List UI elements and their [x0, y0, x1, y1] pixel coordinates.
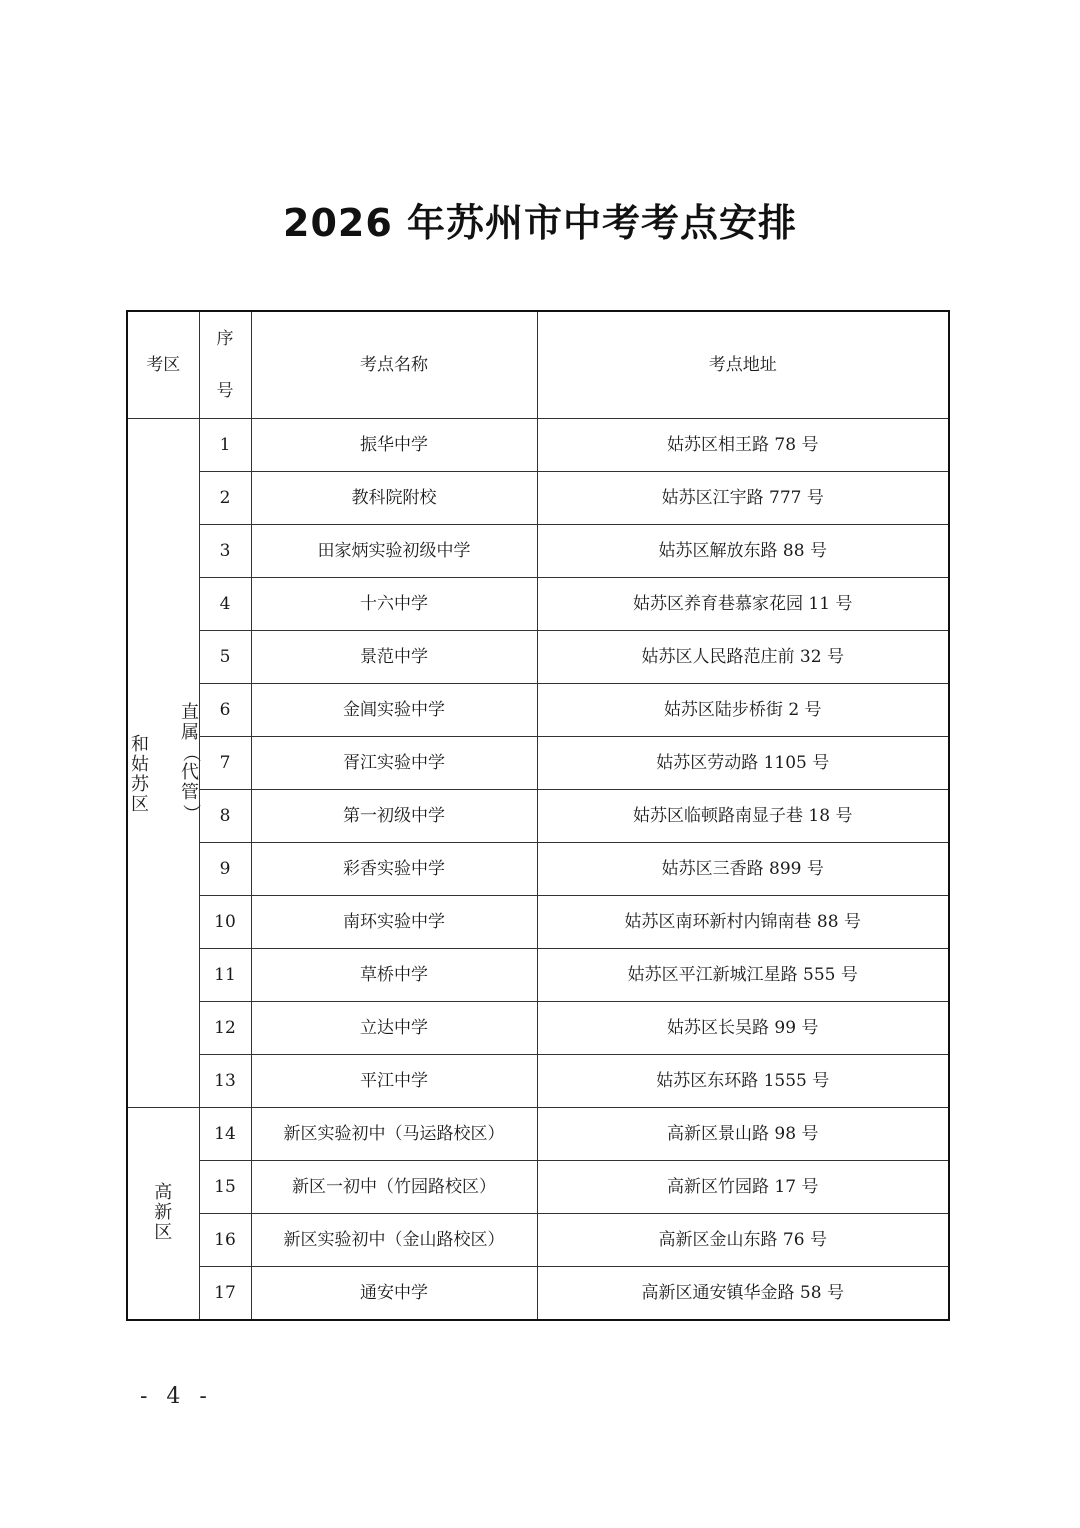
- site-address-cell: 姑苏区临顿路南显子巷 18 号: [537, 790, 949, 843]
- header-seq-char-1: 序: [216, 329, 234, 349]
- table-row: [127, 1214, 949, 1267]
- zone-label-main: [153, 1183, 173, 1243]
- site-name-cell: 草桥中学: [251, 949, 537, 1002]
- table-row: [127, 472, 949, 525]
- seq-cell: 14: [199, 1108, 251, 1161]
- seq-cell: 10: [199, 896, 251, 949]
- site-address-cell: 姑苏区长吴路 99 号: [537, 1002, 949, 1055]
- zone-label-main: [180, 703, 200, 823]
- zone-label-char: 和: [131, 734, 149, 755]
- zone-label-char: 区: [154, 1222, 173, 1244]
- site-address-cell: 高新区竹园路 17 号: [537, 1161, 949, 1214]
- table-row: [127, 1267, 949, 1321]
- site-name-cell: 教科院附校: [251, 472, 537, 525]
- table-row: [127, 419, 949, 472]
- header-seq: [199, 311, 251, 419]
- site-name-cell: 胥江实验中学: [251, 737, 537, 790]
- site-name-cell: 新区实验初中（马运路校区）: [251, 1108, 537, 1161]
- table-header-row: [127, 311, 949, 419]
- zone-label-char: 属: [181, 722, 199, 743]
- header-zone: 考区: [127, 311, 199, 419]
- table-body: [127, 419, 949, 1321]
- site-address-cell: 姑苏区三香路 899 号: [537, 843, 949, 896]
- site-name-cell: 景范中学: [251, 631, 537, 684]
- seq-cell: 5: [199, 631, 251, 684]
- site-address-cell: 姑苏区陆步桥街 2 号: [537, 684, 949, 737]
- site-address-cell: 姑苏区养育巷慕家花园 11 号: [537, 578, 949, 631]
- table-row: [127, 1108, 949, 1161]
- seq-cell: 6: [199, 684, 251, 737]
- site-name-cell: 彩香实验中学: [251, 843, 537, 896]
- site-address-cell: 姑苏区人民路范庄前 32 号: [537, 631, 949, 684]
- page-title: 2026 年苏州市中考考点安排: [283, 201, 797, 245]
- seq-cell: 3: [199, 525, 251, 578]
- exam-site-table: [126, 310, 950, 1321]
- zone-cell-gaoxin: [127, 1108, 199, 1321]
- table-row: [127, 1002, 949, 1055]
- site-name-cell: 振华中学: [251, 419, 537, 472]
- zone-label-char: 直: [181, 702, 199, 723]
- site-address-cell: 高新区通安镇华金路 58 号: [537, 1267, 949, 1321]
- site-address-cell: 姑苏区劳动路 1105 号: [537, 737, 949, 790]
- seq-cell: 11: [199, 949, 251, 1002]
- seq-cell: 7: [199, 737, 251, 790]
- site-name-cell: 通安中学: [251, 1267, 537, 1321]
- seq-cell: 12: [199, 1002, 251, 1055]
- site-address-cell: 高新区金山东路 76 号: [537, 1214, 949, 1267]
- table-row: [127, 525, 949, 578]
- header-site-address: 考点地址: [537, 311, 949, 419]
- table-row: [127, 949, 949, 1002]
- zone-label-char: 管: [181, 782, 199, 803]
- zone-label-char: 高: [154, 1182, 173, 1204]
- seq-cell: 15: [199, 1161, 251, 1214]
- zone-label-char: （: [180, 744, 201, 762]
- site-address-cell: 姑苏区江宇路 777 号: [537, 472, 949, 525]
- header-site-name: 考点名称: [251, 311, 537, 419]
- table-row: [127, 631, 949, 684]
- site-name-cell: 平江中学: [251, 1055, 537, 1108]
- seq-cell: 16: [199, 1214, 251, 1267]
- zone-label-char: 苏: [131, 774, 149, 795]
- zone-cell-direct: [127, 419, 199, 1108]
- seq-cell: 13: [199, 1055, 251, 1108]
- site-name-cell: 南环实验中学: [251, 896, 537, 949]
- table-row: [127, 684, 949, 737]
- table-row: [127, 1161, 949, 1214]
- table-row: [127, 578, 949, 631]
- table-row: [127, 896, 949, 949]
- table-row: [127, 1055, 949, 1108]
- table-row: [127, 843, 949, 896]
- site-address-cell: 姑苏区南环新村内锦南巷 88 号: [537, 896, 949, 949]
- site-address-cell: 高新区景山路 98 号: [537, 1108, 949, 1161]
- seq-cell: 1: [199, 419, 251, 472]
- site-address-cell: 姑苏区解放东路 88 号: [537, 525, 949, 578]
- seq-cell: 4: [199, 578, 251, 631]
- site-name-cell: 十六中学: [251, 578, 537, 631]
- table-row: [127, 790, 949, 843]
- zone-label-char: 新: [154, 1202, 173, 1224]
- site-name-cell: 第一初级中学: [251, 790, 537, 843]
- zone-label-sub: [130, 735, 150, 815]
- site-name-cell: 立达中学: [251, 1002, 537, 1055]
- site-address-cell: 姑苏区相王路 78 号: [537, 419, 949, 472]
- seq-cell: 2: [199, 472, 251, 525]
- zone-label-char: 姑: [131, 754, 149, 775]
- site-name-cell: 新区一初中（竹园路校区）: [251, 1161, 537, 1214]
- site-address-cell: 姑苏区东环路 1555 号: [537, 1055, 949, 1108]
- zone-label-char: 代: [181, 762, 199, 783]
- site-address-cell: 姑苏区平江新城江星路 555 号: [537, 949, 949, 1002]
- site-name-cell: 新区实验初中（金山路校区）: [251, 1214, 537, 1267]
- table-row: [127, 737, 949, 790]
- site-name-cell: 金阊实验中学: [251, 684, 537, 737]
- page-number: - 4 -: [140, 1384, 213, 1409]
- seq-cell: 17: [199, 1267, 251, 1321]
- seq-cell: 8: [199, 790, 251, 843]
- zone-label-char: ）: [180, 804, 201, 822]
- site-name-cell: 田家炳实验初级中学: [251, 525, 537, 578]
- zone-label-char: 区: [131, 794, 149, 815]
- seq-cell: 9: [199, 843, 251, 896]
- header-seq-char-2: 号: [216, 381, 234, 401]
